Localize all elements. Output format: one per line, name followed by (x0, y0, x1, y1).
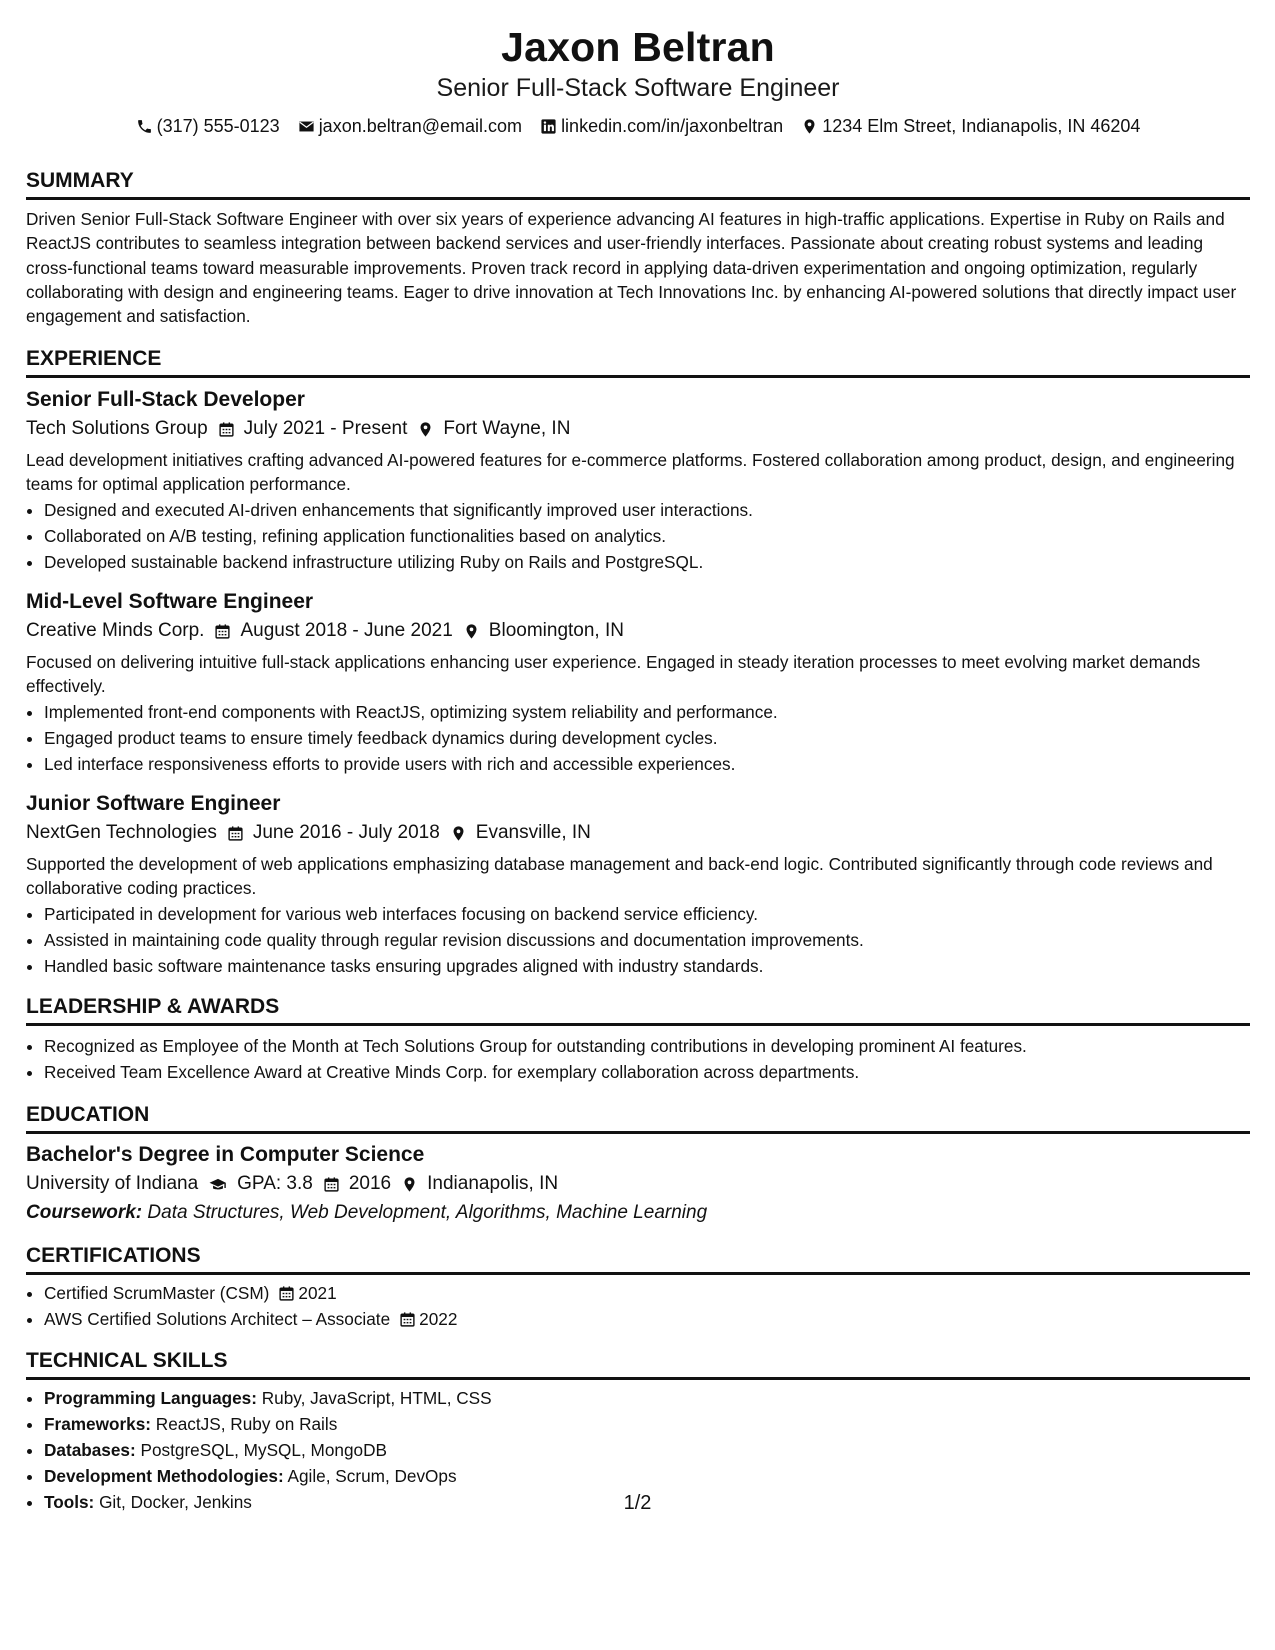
summary-text: Driven Senior Full-Stack Software Engineer with over six years of experience advancing AI features in high-traffic applications. Expertise in Ruby on Rails and ReactJS contributes to seamless integration between backend services and user-friendly interfaces. Passionate about creating robust systems and leading cross-functional teams toward measurable improvements. Proven track record in applying data-driven experimentation and ongoing optimization, regularly collaborating with design and engineering teams. Eager to drive innovation at Tech Innovations Inc. by enhancing AI-powered solutions that directly impact user engagement and satisfaction. (26, 209, 1237, 327)
list-item: • Engaged product teams to ensure timely feedback dynamics during development cycles. (44, 725, 1250, 751)
linkedin-icon (540, 118, 557, 135)
list-item: • Collaborated on A/B testing, refining application functionalities based on analytics. (44, 523, 1250, 549)
skill-value: PostgreSQL, MySQL, MongoDB (140, 1440, 387, 1461)
contact-phone (136, 114, 280, 138)
list-item: • Implemented front-end components with ReactJS, optimizing system reliability and performance. (44, 699, 1250, 725)
job-dates (214, 617, 452, 645)
company-name: Creative Minds Corp. (26, 620, 205, 642)
job-dates-text: July 2021 - Present (243, 418, 408, 440)
company-name: NextGen Technologies (26, 822, 217, 844)
list-item: • Assisted in maintaining code quality through regular revision discussions and documentation improvements. (44, 927, 1250, 953)
map-pin-icon (401, 1176, 418, 1193)
job-description: Lead development initiatives crafting advanced AI-powered features for e-commerce platforms. Fostered collaboration among product, design, and engineering teams for optimal application performance. (26, 450, 1235, 494)
job-description: Focused on delivering intuitive full-stack applications enhancing user experience. Engaged in steady iteration processes to meet evolving market demands effectively. (26, 652, 1201, 696)
job-location (450, 819, 591, 847)
experience-section (26, 346, 1250, 979)
candidate-headline: Senior Full-Stack Software Engineer (436, 74, 840, 102)
job-dates (227, 819, 440, 847)
job-meta (26, 415, 1250, 443)
page-indicator: 1/2 (623, 1492, 652, 1514)
leadership-section (26, 994, 1250, 1085)
contact-phone-text: (317) 555-0123 (156, 116, 280, 136)
list-item (44, 1385, 1250, 1411)
list-item: • Led interface responsiveness efforts to provide users with rich and accessible experiences. (44, 751, 1250, 777)
contact-linkedin[interactable] (540, 114, 783, 138)
job-dates-text: June 2016 - July 2018 (252, 822, 440, 844)
education-location-text: Indianapolis, IN (427, 1173, 559, 1195)
education-meta (26, 1170, 1250, 1198)
map-pin-icon (417, 421, 434, 438)
list-item (44, 1306, 1250, 1332)
skill-label: Development Methodologies: (44, 1466, 284, 1487)
job-title: Junior Software Engineer (26, 792, 281, 816)
section-title-experience: EXPERIENCE (26, 346, 1250, 378)
graduation-year (323, 1170, 391, 1198)
map-pin-icon (450, 825, 467, 842)
coursework-label: Coursework: (26, 1202, 143, 1224)
job-entry (26, 386, 1250, 575)
job-company (26, 415, 208, 443)
calendar-icon (323, 1176, 340, 1193)
job-title: Mid-Level Software Engineer (26, 590, 314, 614)
job-bullets (26, 497, 1250, 575)
job-location (463, 617, 624, 645)
certification-list (26, 1280, 1250, 1332)
award-list (26, 1033, 1250, 1085)
education-location (401, 1170, 558, 1198)
certification-date (399, 1306, 457, 1332)
coursework-text: Data Structures, Web Development, Algorithms, Machine Learning (147, 1202, 708, 1224)
job-meta (26, 617, 1250, 645)
graduation-cap-icon (208, 1176, 228, 1193)
contact-email-text[interactable]: jaxon.beltran@email.com (318, 116, 523, 136)
job-entry (26, 588, 1250, 777)
map-pin-icon (801, 118, 818, 135)
job-bullets (26, 901, 1250, 979)
skill-value: Agile, Scrum, DevOps (287, 1466, 457, 1487)
skill-label: Programming Languages: (44, 1388, 257, 1409)
section-title-education: EDUCATION (26, 1102, 1250, 1134)
job-company (26, 819, 217, 847)
list-item (44, 1411, 1250, 1437)
calendar-icon (399, 1311, 416, 1328)
section-title-summary: SUMMARY (26, 168, 1250, 200)
certification-date (278, 1280, 336, 1306)
skill-label: Frameworks: (44, 1414, 151, 1435)
contact-email[interactable] (298, 114, 522, 138)
job-location (417, 415, 570, 443)
map-pin-icon (463, 623, 480, 640)
calendar-icon (218, 421, 235, 438)
gpa (208, 1170, 313, 1198)
education-entry (26, 1141, 1250, 1227)
job-location-text: Bloomington, IN (488, 620, 624, 642)
calendar-icon (278, 1285, 295, 1302)
calendar-icon (214, 623, 231, 640)
gpa-text: GPA: 3.8 (237, 1173, 313, 1195)
graduation-year-text: 2016 (348, 1173, 392, 1195)
skill-value: ReactJS, Ruby on Rails (155, 1414, 338, 1435)
job-meta (26, 819, 1250, 847)
calendar-icon (227, 825, 244, 842)
contact-linkedin-text[interactable]: linkedin.com/in/jaxonbeltran (561, 116, 784, 136)
contact-address-text: 1234 Elm Street, Indianapolis, IN 46204 (822, 116, 1141, 136)
skill-label: Databases: (44, 1440, 136, 1461)
school (26, 1170, 198, 1198)
degree-title: Bachelor's Degree in Computer Science (26, 1143, 425, 1167)
school-name: University of Indiana (26, 1173, 199, 1195)
coursework (26, 1198, 1250, 1227)
job-bullets (26, 699, 1250, 777)
certification-year: 2021 (298, 1283, 337, 1304)
skill-value: Ruby, JavaScript, HTML, CSS (261, 1388, 492, 1409)
skill-value: Git, Docker, Jenkins (99, 1492, 252, 1513)
job-location-text: Evansville, IN (475, 822, 591, 844)
section-title-skills: TECHNICAL SKILLS (26, 1348, 1250, 1380)
list-item (44, 1463, 1250, 1489)
job-title: Senior Full-Stack Developer (26, 388, 305, 412)
skill-label: Tools: (44, 1492, 95, 1513)
company-name: Tech Solutions Group (26, 418, 208, 440)
contact-address (801, 114, 1140, 138)
list-item (44, 1280, 1250, 1306)
job-description: Supported the development of web applications emphasizing database management and back-end logic. Contributed significantly through code reviews and collaborative coding practices. (26, 854, 1213, 898)
job-dates-text: August 2018 - June 2021 (240, 620, 453, 642)
list-item: • Recognized as Employee of the Month at Tech Solutions Group for outstanding contributions in developing prominent AI features. (44, 1033, 1250, 1059)
job-dates (218, 415, 408, 443)
summary-section (26, 168, 1250, 328)
job-company (26, 617, 204, 645)
certification-row (44, 1280, 337, 1306)
resume-page (26, 22, 1250, 1515)
certification-name: • Certified ScrumMaster (CSM) (44, 1283, 270, 1304)
job-entry (26, 790, 1250, 979)
list-item: • Received Team Excellence Award at Creative Minds Corp. for exemplary collaboration across departments. (44, 1059, 1250, 1085)
list-item: • Participated in development for various web interfaces focusing on backend service efficiency. (44, 901, 1250, 927)
section-title-certifications: CERTIFICATIONS (26, 1243, 1250, 1275)
list-item: • Designed and executed AI-driven enhancements that significantly improved user interactions. (44, 497, 1250, 523)
list-item (44, 1437, 1250, 1463)
candidate-name: Jaxon Beltran (501, 24, 775, 70)
list-item: • Handled basic software maintenance tasks ensuring upgrades aligned with industry standards. (44, 953, 1250, 979)
certification-year: 2022 (419, 1309, 458, 1330)
section-title-leadership: LEADERSHIP & AWARDS (26, 994, 1250, 1026)
certification-name: • AWS Certified Solutions Architect – Associate (44, 1309, 391, 1330)
resume-header (26, 22, 1250, 138)
job-location-text: Fort Wayne, IN (443, 418, 571, 440)
education-section (26, 1102, 1250, 1227)
certification-row (44, 1306, 457, 1332)
list-item: • Developed sustainable backend infrastructure utilizing Ruby on Rails and PostgreSQL. (44, 549, 1250, 575)
certifications-section (26, 1243, 1250, 1332)
envelope-icon (298, 118, 315, 135)
phone-icon (136, 118, 153, 135)
contact-bar (26, 114, 1250, 138)
